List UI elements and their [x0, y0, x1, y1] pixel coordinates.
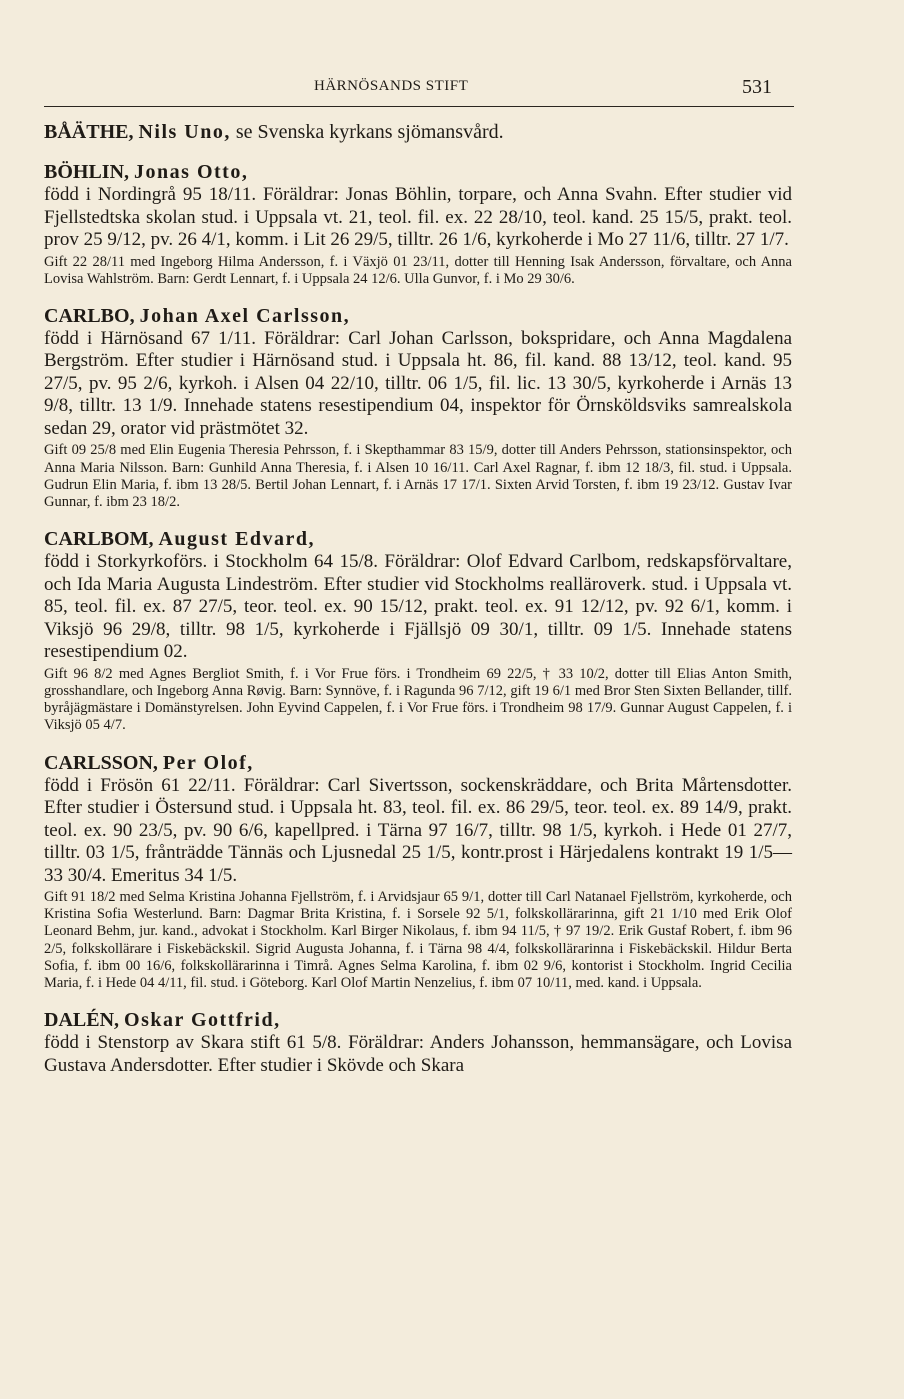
entry-family: Gift 22 28/11 med Ingeborg Hilma Andersson, f. i Växjö 01 23/11, dotter till Henning Isak Andersson, förvaltare, och Anna Lovisa Wahlström. Barn: Gerdt Lennart, f. i Uppsala 24 12/6. Ulla Gunvor, f. i Mo 29 30/6.: [44, 253, 792, 287]
entry-surname: CARLBOM,: [44, 528, 154, 551]
entry-biography: född i Storkyrkoförs. i Stockholm 64 15/8. Föräldrar: Olof Edvard Carlbom, redskapsförvaltare, och Ida Maria Augusta Lindeström. Efter studier vid Stockholms realläroverk. stud. i Uppsala vt. 85, teol. fil. ex. 87 27/5, teor. teol. ex. 90 15/12, prakt. teol. ex. 91 12/12, pv. 92 6/1, komm. i Viksjö 96 29/8, tilltr. 98 1/5, kyrkoherde i Fjällsjö 09 30/1, tilltr. 09 1/5. Innehade statens resestipendium 02.: [44, 551, 792, 663]
page-content: [44, 120, 792, 1077]
entry-surname: BÖHLIN,: [44, 161, 130, 183]
entry-biography: född i Frösön 61 22/11. Föräldrar: Carl Sivertsson, sockenskräddare, och Brita Mårtensdotter. Efter studier i Östersund stud. i Uppsala ht. 83, teol. fil. ex. 86 29/5, teor. teol. ex. 89 14/9, prakt. teol. ex. 90 23/5, pv. 90 6/6, kapellpred. i Tärna 97 16/7, tilltr. 98 1/5, kyrkoh. i Hede 01 27/7, tilltr. 03 1/5, frånträdde Tännäs och Ljusnedal 25 1/5, kontr.prost i Härjedalens kontrakt 19 1/5—33 30/4. Emeritus 34 1/5.: [44, 774, 792, 886]
entry-surname: DALÉN,: [44, 1009, 120, 1032]
entry-heading: [44, 527, 792, 551]
entry-family: Gift 09 25/8 med Elin Eugenia Theresia Pehrsson, f. i Skepthammar 83 15/9, dotter till Anders Pehrsson, stationsinspektor, och Anna Maria Nilsson. Barn: Gunhild Anna Theresia, f. i Alsen 10 16/11. Carl Axel Ragnar, f. ibm 12 18/3, fil. stud. i Uppsala. Gudrun Elin Maria, f. ibm 13 28/5. Bertil Johan Lennart, f. i Arnäs 17 17/1. Sixten Arvid Torsten, f. ibm 19 23/12. Gustav Ivar Gunnar, f. ibm 23 18/2.: [44, 442, 792, 511]
entry-family: Gift 96 8/2 med Agnes Bergliot Smith, f. i Vor Frue förs. i Trondheim 69 22/5, † 33 10/2, dotter till Elias Anton Smith, grosshandlare, och Ingeborg Anna Røvig. Barn: Synnöve, f. i Ragunda 96 7/12, gift 19 6/1 med Bror Sten Sixten Bellander, tillf. byråjägmästare i Domänstyrelsen. John Eyvind Cappelen, f. i Vor Frue förs. i Trondheim 98 17/9. Gunnar August Cappelen, f. i Viksjö 05 4/7.: [44, 665, 792, 734]
entry-carlbo: [44, 304, 792, 511]
entry-given-name: August Edvard,: [158, 528, 316, 551]
entry-baathe: [44, 120, 792, 144]
entry-biography: född i Nordingrå 95 18/11. Föräldrar: Jonas Böhlin, torpare, och Anna Svahn. Efter studier vid Fjellstedtska skolan stud. i Uppsala vt. 21, teol. fil. ex. 22 28/10, teol. kand. 25 15/5, prakt. teol. prov 25 9/12, pv. 26 4/1, komm. i Lit 26 29/5, tilltr. 26 1/6, kyrkoherde i Mo 27 11/6, tilltr. 27 1/7.: [44, 184, 792, 250]
entry-heading: [44, 1008, 792, 1032]
entry-heading: [44, 160, 792, 184]
running-head: HÄRNÖSANDS STIFT: [314, 78, 469, 94]
entry-given-name: Jonas Otto,: [134, 161, 249, 183]
entry-given-name: Per Olof,: [162, 751, 254, 774]
entry-reference: se Svenska kyrkans sjömansvård.: [235, 121, 504, 143]
page-number: 531: [742, 76, 772, 98]
entry-dalen: [44, 1008, 792, 1077]
entry-heading: [44, 751, 792, 775]
entry-given-name: Nils Uno,: [138, 121, 231, 143]
entry-carlbom: [44, 527, 792, 734]
entry-surname: CARLBO,: [44, 304, 135, 327]
entry-biography: född i Härnösand 67 1/11. Föräldrar: Carl Johan Carlsson, bokspridare, och Anna Magdalena Bergström. Efter studier i Härnösand stud. i Uppsala ht. 86, fil. kand. 88 13/12, teol. kand. 95 27/5, pv. 95 2/6, kyrkoh. i Alsen 04 22/10, tilltr. 06 1/5, fil. lic. 13 30/5, kyrkoherde i Arnäs 13 9/8, tilltr. 13 1/9. Innehade statens resestipendium 04, inspektor för Örnsköldsviks samrealskola sedan 29, orator vid prästmötet 32.: [44, 327, 792, 439]
entry-surname: CARLSSON,: [44, 751, 158, 774]
entry-heading: [44, 120, 792, 144]
entry-given-name: Johan Axel Carlsson,: [139, 304, 351, 327]
page-header: [44, 72, 794, 107]
entry-biography: född i Stenstorp av Skara stift 61 5/8. Föräldrar: Anders Johansson, hemmansägare, och Lovisa Gustava Andersdotter. Efter studier i Skövde och Skara: [44, 1032, 792, 1076]
entry-surname: BÅÄTHE,: [44, 121, 134, 143]
entry-heading: [44, 304, 792, 328]
entry-family: Gift 91 18/2 med Selma Kristina Johanna Fjellström, f. i Arvidsjaur 65 9/1, dotter till Carl Natanael Fjellström, kyrkoherde, och Kristina Sofia Westerlund. Barn: Dagmar Brita Kristina, f. i Sorsele 92 5/1, folkskollärarinna, gift 21 1/10 med Erik Olof Leonard Behm, jur. kand., advokat i Stockholm. Karl Birger Nikolaus, f. ibm 94 11/5, † 97 19/2. Erik Gustaf Robert, f. ibm 96 2/5, folkskollärare i Fiskebäckskil. Sigrid Augusta Johanna, f. i Tärna 98 4/4, folkskollärarinna i Fiskebäckskil. Hildur Berta Sofia, f. ibm 00 16/6, folkskollärarinna i Timrå. Agnes Selma Karolina, f. ibm 02 9/6, kontorist i Stockholm. Ingrid Cecilia Maria, f. i Hede 04 4/11, fil. stud. i Göteborg. Karl Olof Martin Nenzelius, f. ibm 07 10/11, med. kand. i Uppsala.: [44, 889, 792, 992]
entry-bohlin: [44, 160, 792, 288]
entry-given-name: Oskar Gottfrid,: [124, 1009, 281, 1032]
entry-carlsson: [44, 751, 792, 993]
